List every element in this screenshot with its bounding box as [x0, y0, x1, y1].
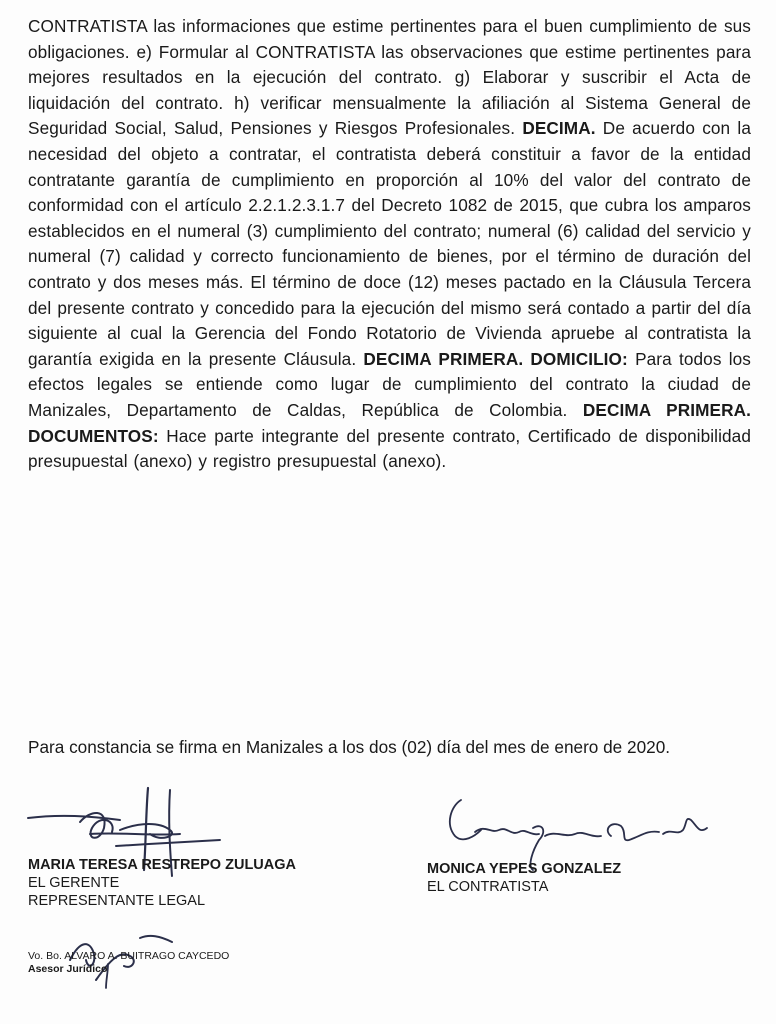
signatory-left	[28, 856, 296, 910]
closing-statement: Para constancia se firma en Manizales a los dos (02) día del mes de enero de 2020.	[28, 737, 671, 757]
clause-heading-decima: DECIMA.	[522, 118, 596, 139]
signatory-left-role-legal: REPRESENTANTE LEGAL	[28, 893, 206, 909]
signatory-right	[427, 860, 621, 896]
contract-clauses-paragraph	[28, 14, 751, 475]
signatory-left-name: MARIA TERESA RESTREPO ZULUAGA	[28, 857, 296, 873]
clause-heading-domicilio: DECIMA PRIMERA. DOMICILIO:	[363, 348, 628, 369]
clause-text-obligations: CONTRATISTA las informaciones que estime pertinentes para el buen cumplimiento de sus obligaciones. e) Formular al CONTRATISTA las observaciones que estime pertinentes para mejores resultados en la ejecución del contrato. g) Elaborar y suscribir el Acta de liquidación del contrato. h) verificar mensualmente la afiliación al Sistema General de Seguridad Social, Salud, Pensiones y Riesgos Profesionales.	[28, 16, 751, 139]
clause-text-garantia: De acuerdo con la necesidad del objeto a contratar, el contratista deberá constituir a favor de la entidad contratante garantía de cumplimiento en proporción al 10% del valor del contrato de conformidad con el artículo 2.2.1.2.3.1.7 del Decreto 1082 de 2015, que cubra los amparos establecidos en el numeral (3) cumplimiento del contrato; numeral (6) calidad del servicio y numeral (7) calidad y correcto funcionamiento de bienes, por el término de duración del contrato y dos meses más. El término de doce (12) meses pactado en la Cláusula Tercera del presente contrato y concedido para la ejecución del mismo será contado a partir del día siguiente al cual la Gerencia del Fondo Rotatorio de Vivienda apruebe al contratista la garantía exigida en la presente Cláusula.	[28, 118, 751, 369]
vobo-name: Vo. Bo. ALVARO A. BUITRAGO CAYCEDO	[28, 950, 230, 962]
clause-heading-documentos: DECIMA PRIMERA. DOCUMENTOS:	[28, 399, 751, 446]
vobo-role: Asesor Jurídico	[28, 963, 108, 975]
clause-text-documentos: Hace parte integrante del presente contrato, Certificado de disponibilidad presupuestal (anexo) y registro presupuestal (anexo).	[28, 425, 751, 472]
signatory-left-role: EL GERENTE	[28, 875, 120, 891]
signatory-right-role: EL CONTRATISTA	[427, 879, 549, 895]
signatory-right-name: MONICA YEPES GONZALEZ	[427, 861, 622, 877]
vobo-block	[28, 950, 229, 976]
clause-text-domicilio: Para todos los efectos legales se entiende como lugar de cumplimiento del contrato la ciudad de Manizales, Departamento de Caldas, República de Colombia.	[28, 348, 752, 420]
